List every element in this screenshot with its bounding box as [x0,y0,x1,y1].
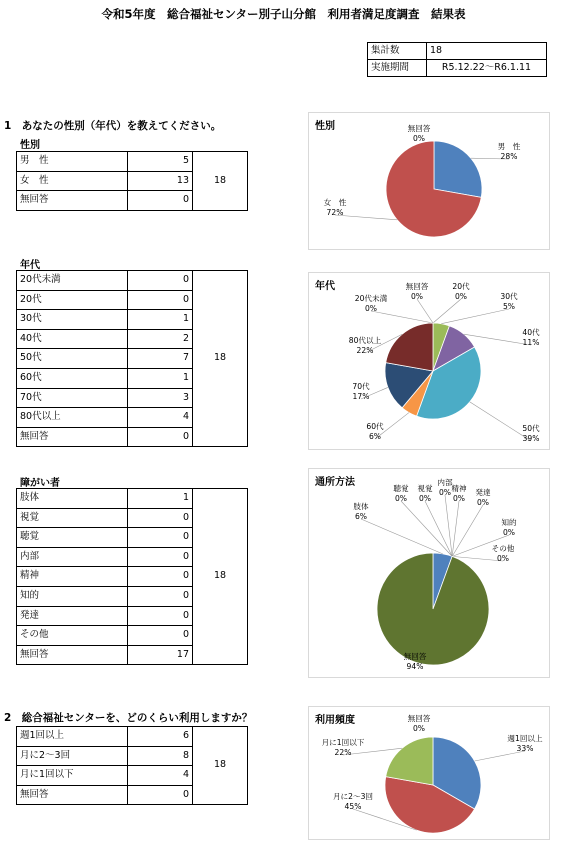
age-table [16,270,248,447]
row-name: 知的 [17,586,128,606]
chart-title: 利用頻度 [315,715,355,726]
slice-label: 無回答 [407,124,431,133]
disability-label: 障がい者 [20,478,60,489]
row-name: 40代 [17,329,128,349]
pie-slice [386,323,433,371]
row-name: 内部 [17,547,128,567]
slice-percent: 45% [344,802,362,811]
slice-label: 20代 [452,282,470,291]
slice-percent: 33% [516,744,534,753]
row-count: 4 [128,408,193,428]
row-name: 20代 [17,290,128,310]
row-name: 週1回以上 [17,727,128,747]
row-name: 無回答 [17,645,128,665]
frequency-chart [308,706,550,840]
leader-line [441,309,509,324]
slice-label: 20代未満 [354,294,388,303]
row-count: 0 [128,586,193,606]
slice-percent: 22% [334,748,352,757]
page-title: 令和5年度 総合福祉センター別子山分館 利用者満足度調査 結果表 [101,7,466,21]
leader-line [335,215,397,220]
row-name: 発達 [17,606,128,626]
question-1-heading: 1 あなたの性別（年代）を教えてください。 [4,120,222,132]
summary-row [368,43,547,60]
slice-label: 30代 [500,292,518,301]
age-chart [308,272,550,450]
slice-label: 知的 [501,518,517,527]
gender-label: 性別 [20,140,40,151]
leader-line [452,505,483,556]
row-name: 80代以上 [17,408,128,428]
row-name: 精神 [17,567,128,587]
row-count: 0 [128,606,193,626]
leader-line [433,299,461,323]
summary-value: R5.12.22〜R6.1.11 [427,60,547,77]
row-name: その他 [17,626,128,646]
slice-percent: 6% [368,432,382,441]
slice-percent: 0% [452,494,466,503]
slice-label: 男 性 [497,142,521,151]
slice-percent: 0% [410,292,424,301]
slice-percent: 5% [502,302,516,311]
row-count: 4 [128,766,193,786]
disability-table [16,488,248,665]
leader-line [452,501,459,556]
row-name: 男 性 [17,152,128,172]
gender-table [16,151,248,211]
row-count: 0 [128,508,193,528]
chart-title: 通所方法 [315,477,355,488]
slice-label: 週1回以上 [507,734,543,743]
slice-label: 60代 [366,422,384,431]
transport-chart [308,468,550,678]
row-name: 聴覚 [17,528,128,548]
row-name: 70代 [17,388,128,408]
slice-percent: 0% [502,528,516,537]
row-count: 1 [128,368,193,388]
summary-table [367,42,547,77]
slice-label: 無回答 [405,282,429,291]
slice-label: 精神 [451,484,467,493]
slice-percent: 22% [356,346,374,355]
table-row [17,727,248,747]
row-name: 60代 [17,368,128,388]
row-count: 0 [128,785,193,805]
slice-label: 50代 [522,424,540,433]
table-row [17,271,248,291]
gender-pie [309,113,549,249]
row-name: 月に2〜3回 [17,746,128,766]
slice-label: 40代 [522,328,540,337]
gender-chart [308,112,550,250]
transport-pie [309,469,549,677]
row-name: 20代未満 [17,271,128,291]
frequency-table [16,726,248,805]
slice-label: 発達 [475,488,491,497]
slice-percent: 0% [438,488,452,497]
slice-percent: 0% [418,494,432,503]
row-total: 18 [193,489,248,665]
leader-line [464,334,531,345]
row-count: 0 [128,567,193,587]
slice-label: 月に2〜3回 [332,792,374,801]
summary-value: 18 [427,43,547,60]
row-name: 月に1回以下 [17,766,128,786]
table-row [17,152,248,172]
age-pie [309,273,549,449]
pie-slice [386,737,433,785]
slice-percent: 28% [500,152,518,161]
row-name: 肢体 [17,489,128,509]
slice-percent: 0% [394,494,408,503]
summary-label: 集計数 [368,43,427,60]
row-name: 無回答 [17,785,128,805]
row-total: 18 [193,271,248,447]
slice-label: 70代 [352,382,370,391]
slice-label: 無回答 [407,714,431,723]
row-count: 3 [128,388,193,408]
question-2-heading: 2 総合福祉センターを、どのくらい利用しますか？ [4,712,253,724]
slice-percent: 0% [476,498,490,507]
slice-label: その他 [491,544,515,553]
row-count: 8 [128,746,193,766]
row-total: 18 [193,727,248,805]
row-count: 0 [128,271,193,291]
pie-slice [434,141,482,197]
leader-line [401,501,452,556]
age-label: 年代 [20,260,40,271]
slice-percent: 0% [412,724,426,733]
row-name: 女 性 [17,171,128,191]
leader-line [361,519,443,554]
row-count: 0 [128,547,193,567]
slice-percent: 39% [522,434,540,443]
row-count: 0 [128,290,193,310]
row-total: 18 [193,152,248,211]
row-count: 0 [128,191,193,211]
row-name: 無回答 [17,191,128,211]
summary-row [368,60,547,77]
leader-line [417,299,433,323]
pie-slice [377,553,489,665]
slice-percent: 0% [496,554,510,563]
leader-line [343,748,402,755]
slice-percent: 94% [406,662,424,671]
chart-title: 年代 [315,281,335,292]
row-name: 視覚 [17,508,128,528]
chart-title: 性別 [315,121,335,132]
row-count: 0 [128,528,193,548]
leader-line [445,495,452,556]
slice-label: 女 性 [323,198,347,207]
slice-label: 視覚 [417,484,433,493]
row-count: 2 [128,329,193,349]
row-name: 無回答 [17,427,128,447]
row-count: 13 [128,171,193,191]
slice-percent: 0% [454,292,468,301]
frequency-pie [309,707,549,839]
slice-label: 肢体 [353,502,369,511]
slice-label: 無回答 [403,652,427,661]
row-name: 30代 [17,310,128,330]
slice-label: 80代以上 [348,336,382,345]
row-count: 5 [128,152,193,172]
row-count: 17 [128,645,193,665]
slice-percent: 6% [354,512,368,521]
slice-label: 内部 [437,478,453,487]
row-count: 7 [128,349,193,369]
row-name: 50代 [17,349,128,369]
slice-percent: 0% [412,134,426,143]
slice-percent: 11% [522,338,540,347]
slice-percent: 72% [326,208,344,217]
row-count: 1 [128,489,193,509]
slice-label: 月に1回以下 [321,738,365,747]
slice-label: 聴覚 [393,484,409,493]
slice-percent: 17% [352,392,370,401]
row-count: 0 [128,626,193,646]
leader-line [371,311,433,323]
summary-label: 実施期間 [368,60,427,77]
table-row [17,489,248,509]
row-count: 1 [128,310,193,330]
slice-percent: 0% [364,304,378,313]
row-count: 6 [128,727,193,747]
row-count: 0 [128,427,193,447]
